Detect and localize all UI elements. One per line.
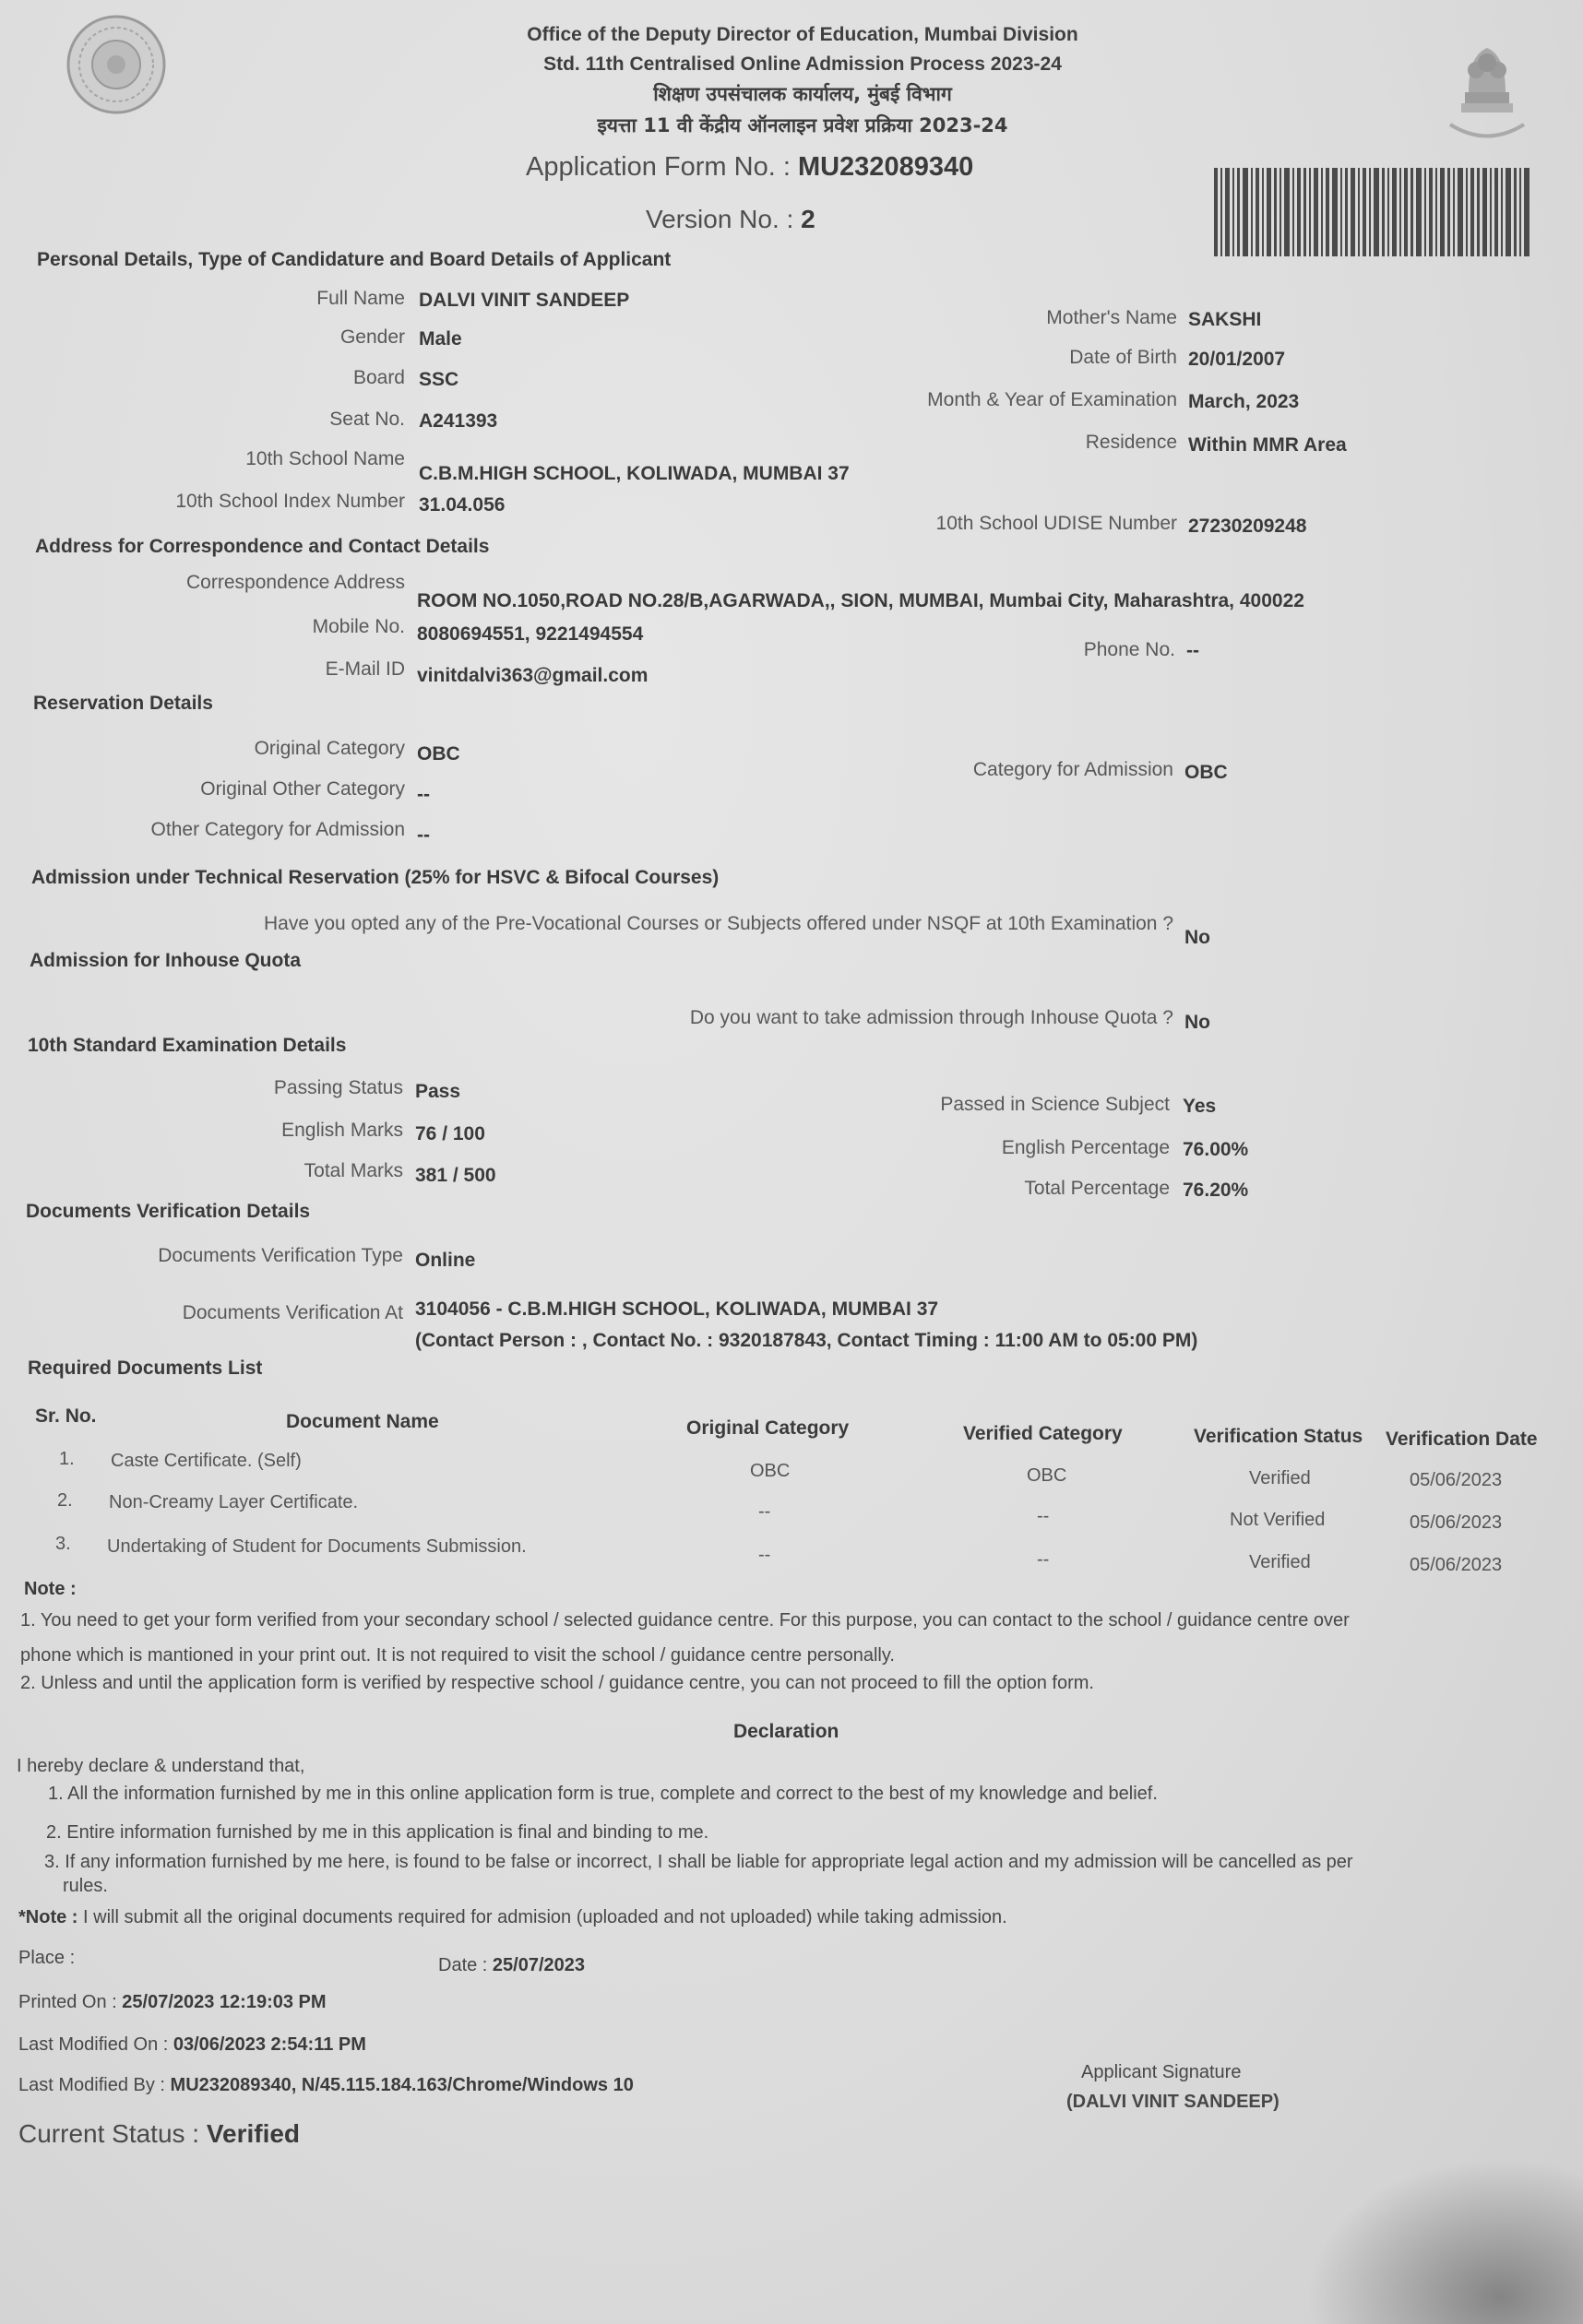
exam-month-label: Month & Year of Examination xyxy=(927,389,1177,410)
col-header-original-category: Original Category xyxy=(686,1417,850,1439)
other-category-admission-label: Other Category for Admission xyxy=(150,819,405,840)
last-modified-on xyxy=(18,2034,366,2056)
printed-on-label: Printed On : xyxy=(18,1992,117,2012)
section-required-documents: Required Documents List xyxy=(28,1358,263,1379)
current-status xyxy=(18,2119,300,2149)
udise-label: 10th School UDISE Number xyxy=(935,513,1177,534)
maharashtra-seal-icon xyxy=(65,13,168,116)
verification-at-label: Documents Verification At xyxy=(182,1302,403,1323)
total-percentage-label: Total Percentage xyxy=(1024,1178,1170,1199)
section-documents-verification: Documents Verification Details xyxy=(26,1201,311,1222)
science-value: Yes xyxy=(1183,1096,1217,1117)
gender-label: Gender xyxy=(339,326,405,348)
inhouse-question: Do you want to take admission through Inhouse Quota ? xyxy=(689,1007,1173,1028)
other-category-admission-value: -- xyxy=(417,824,430,846)
total-marks-value: 381 / 500 xyxy=(415,1165,496,1186)
original-category-value: OBC xyxy=(417,743,460,765)
verification-type-value: Online xyxy=(415,1250,476,1271)
english-percentage-value: 76.00% xyxy=(1183,1139,1249,1160)
dob-label: Date of Birth xyxy=(1069,347,1177,368)
version-value: 2 xyxy=(801,205,815,233)
declaration-item-3-line-2: rules. xyxy=(63,1876,108,1896)
note-1-line-1: 1. You need to get your form verified from your secondary school / selected guidance centre. For this purpose, you can contact to the school / guidance centre over xyxy=(20,1610,1350,1630)
school-name-label: 10th School Name xyxy=(245,448,405,469)
declaration-item-2: 2. Entire information furnished by me in this application is final and binding to me. xyxy=(46,1822,709,1843)
declaration-note-text: I will submit all the original documents required for admision (uploaded and not uploaded) while taking admission. xyxy=(83,1907,1007,1927)
total-percentage-value: 76.20% xyxy=(1183,1180,1249,1201)
mother-name-value: SAKSHI xyxy=(1188,309,1262,330)
original-category-label: Original Category xyxy=(254,738,405,759)
last-modified-on-label: Last Modified On : xyxy=(18,2034,169,2055)
declaration-item-3-line-1: 3. If any information furnished by me here, is found to be false or incorrect, I shall be liable for appropriate legal action and my admission will be cancelled as per xyxy=(44,1852,1353,1872)
section-technical-reservation: Admission under Technical Reservation (25% for HSVC & Bifocal Courses) xyxy=(31,867,720,888)
row-document-name: Undertaking of Student for Documents Submission. xyxy=(107,1536,527,1557)
col-header-verified-category: Verified Category xyxy=(963,1423,1123,1444)
board-value: SSC xyxy=(419,369,459,390)
office-title-hindi: शिक्षण उपसंचालक कार्यालय, मुंबई विभाग xyxy=(653,83,952,105)
mobile-label: Mobile No. xyxy=(312,616,405,637)
date-field xyxy=(438,1955,585,1976)
declaration-intro: I hereby declare & understand that, xyxy=(17,1756,305,1776)
last-modified-by-value: MU232089340, N/45.115.184.163/Chrome/Windows 10 xyxy=(170,2075,634,2095)
application-form-label: Application Form No. : xyxy=(526,152,791,182)
row-document-name: Caste Certificate. (Self) xyxy=(111,1451,302,1471)
last-modified-by-label: Last Modified By : xyxy=(18,2075,165,2095)
date-label: Date : xyxy=(438,1955,488,1975)
applicant-signature-name: (DALVI VINIT SANDEEP) xyxy=(1066,2092,1279,2112)
passing-status-label: Passing Status xyxy=(273,1077,403,1098)
version-number xyxy=(646,205,815,234)
board-label: Board xyxy=(352,367,405,388)
english-marks-label: English Marks xyxy=(281,1120,403,1141)
section-address: Address for Correspondence and Contact Details xyxy=(35,536,490,557)
current-status-value: Verified xyxy=(206,2119,301,2148)
process-title: Std. 11th Centralised Online Admission Process 2023-24 xyxy=(543,53,1062,75)
process-title-hindi: इयत्ता 11 वी केंद्रीय ऑनलाइन प्रवेश प्रक्रिया 2023-24 xyxy=(597,114,1008,136)
gender-value: Male xyxy=(419,328,462,350)
printed-on-value: 25/07/2023 12:19:03 PM xyxy=(122,1992,327,2012)
science-label: Passed in Science Subject xyxy=(940,1094,1170,1115)
shadow xyxy=(1306,2158,1583,2324)
col-header-verification-status: Verification Status xyxy=(1194,1426,1363,1447)
row-original-category: -- xyxy=(758,1545,771,1565)
english-marks-value: 76 / 100 xyxy=(415,1123,485,1144)
section-exam-details: 10th Standard Examination Details xyxy=(28,1035,347,1056)
row-verification-status: Verified xyxy=(1249,1468,1311,1488)
school-index-value: 31.04.056 xyxy=(419,494,506,516)
verification-type-label: Documents Verification Type xyxy=(158,1245,403,1266)
row-original-category: OBC xyxy=(750,1461,791,1481)
place-label: Place : xyxy=(18,1948,76,1968)
version-label: Version No. : xyxy=(646,205,794,233)
correspondence-address-label: Correspondence Address xyxy=(186,572,405,593)
row-verified-category: OBC xyxy=(1027,1465,1067,1486)
row-original-category: -- xyxy=(758,1501,771,1522)
col-header-document-name: Document Name xyxy=(286,1411,439,1432)
application-form-value: MU232089340 xyxy=(797,152,974,182)
seat-label: Seat No. xyxy=(329,409,405,430)
dob-value: 20/01/2007 xyxy=(1188,349,1286,370)
passing-status-value: Pass xyxy=(415,1081,461,1102)
verification-at-line2: (Contact Person : , Contact No. : 9320187843, Contact Timing : 11:00 AM to 05:00 PM) xyxy=(415,1330,1198,1351)
note-1-line-2: phone which is mantioned in your print out. It is not required to visit the school / guidance centre personally. xyxy=(20,1645,895,1666)
office-title: Office of the Deputy Director of Education, Mumbai Division xyxy=(527,24,1078,45)
phone-label: Phone No. xyxy=(1083,639,1175,660)
mobile-value: 8080694551, 9221494554 xyxy=(417,623,644,645)
row-sr-no: 3. xyxy=(55,1534,71,1554)
row-document-name: Non-Creamy Layer Certificate. xyxy=(109,1492,359,1512)
technical-answer: No xyxy=(1184,927,1210,948)
applicant-signature-label: Applicant Signature xyxy=(1081,2062,1242,2082)
category-admission-label: Category for Admission xyxy=(972,759,1173,780)
udise-value: 27230209248 xyxy=(1188,516,1307,537)
last-modified-on-value: 03/06/2023 2:54:11 PM xyxy=(173,2034,366,2055)
last-modified-by xyxy=(18,2075,634,2096)
inhouse-answer: No xyxy=(1184,1012,1210,1033)
row-sr-no: 2. xyxy=(57,1490,73,1511)
col-header-verification-date: Verification Date xyxy=(1386,1429,1538,1450)
school-name-value: C.B.M.HIGH SCHOOL, KOLIWADA, MUMBAI 37 xyxy=(419,463,850,484)
category-admission-value: OBC xyxy=(1184,762,1228,783)
declaration-note-label: *Note : xyxy=(18,1907,78,1927)
row-verification-date: 05/06/2023 xyxy=(1410,1555,1503,1575)
full-name-label: Full Name xyxy=(316,288,405,309)
row-verification-date: 05/06/2023 xyxy=(1410,1512,1503,1533)
note-title: Note : xyxy=(24,1579,77,1599)
original-other-category-label: Original Other Category xyxy=(200,778,405,800)
declaration-item-1: 1. All the information furnished by me in this online application form is true, complete and correct to the best of my knowledge and belief. xyxy=(48,1784,1158,1804)
residence-label: Residence xyxy=(1085,432,1177,453)
verification-at-line1: 3104056 - C.B.M.HIGH SCHOOL, KOLIWADA, MUMBAI 37 xyxy=(415,1298,939,1320)
phone-value: -- xyxy=(1186,640,1199,661)
email-label: E-Mail ID xyxy=(325,658,405,680)
declaration-note xyxy=(18,1907,1007,1928)
full-name-value: DALVI VINIT SANDEEP xyxy=(419,290,630,311)
mother-name-label: Mother's Name xyxy=(1046,307,1177,328)
correspondence-address-value: ROOM NO.1050,ROAD NO.28/B,AGARWADA,, SION, MUMBAI, Mumbai City, Maharashtra, 400022 xyxy=(417,590,1304,611)
exam-month-value: March, 2023 xyxy=(1188,391,1300,412)
row-verified-category: -- xyxy=(1037,1549,1050,1570)
residence-value: Within MMR Area xyxy=(1188,434,1347,456)
email-value: vinitdalvi363@gmail.com xyxy=(417,665,649,686)
note-2: 2. Unless and until the application form is verified by respective school / guidance centre, you can not proceed to fill the option form. xyxy=(20,1673,1094,1693)
section-reservation: Reservation Details xyxy=(33,693,213,714)
technical-question: Have you opted any of the Pre-Vocational Courses or Subjects offered under NSQF at 10th Examination ? xyxy=(263,913,1173,934)
printed-on xyxy=(18,1992,327,2013)
col-header-sr-no: Sr. No. xyxy=(35,1405,97,1427)
barcode-icon xyxy=(1214,168,1531,256)
section-inhouse-quota: Admission for Inhouse Quota xyxy=(30,950,302,971)
original-other-category-value: -- xyxy=(417,784,430,805)
date-value: 25/07/2023 xyxy=(492,1955,586,1975)
total-marks-label: Total Marks xyxy=(304,1160,403,1181)
seat-value: A241393 xyxy=(419,410,498,432)
application-form-number xyxy=(526,152,973,183)
row-sr-no: 1. xyxy=(59,1449,75,1469)
declaration-title: Declaration xyxy=(733,1721,839,1742)
section-personal-details: Personal Details, Type of Candidature and Board Details of Applicant xyxy=(37,249,672,270)
national-emblem-icon xyxy=(1441,37,1533,157)
current-status-label: Current Status : xyxy=(18,2119,200,2148)
row-verification-status: Not Verified xyxy=(1230,1510,1326,1530)
school-index-label: 10th School Index Number xyxy=(175,491,405,512)
english-percentage-label: English Percentage xyxy=(1001,1137,1170,1158)
row-verified-category: -- xyxy=(1037,1506,1050,1526)
row-verification-date: 05/06/2023 xyxy=(1410,1470,1503,1490)
row-verification-status: Verified xyxy=(1249,1552,1311,1572)
